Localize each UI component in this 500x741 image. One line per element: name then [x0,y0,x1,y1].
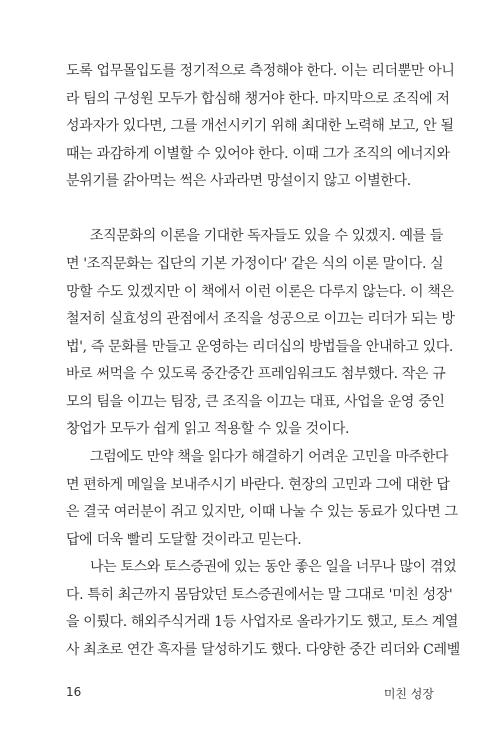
text-line: 망할 수도 있겠지만 이 책에서 이런 이론은 다루지 않는다. 이 책은 [66,284,454,300]
text-line: 철저히 실효성의 관점에서 조직을 성공으로 이끄는 리더가 되는 방 [66,311,455,327]
text-line: 도록 업무몰입도를 정기적으로 측정해야 한다. 이는 리더뿐만 아니 [66,63,455,79]
text-line: 나는 토스와 토스증권에 있는 동안 좋은 일을 너무나 많이 겪었 [90,559,457,575]
text-line: 창업가 모두가 쉽게 읽고 적용할 수 있을 것이다. [66,421,350,437]
text-line: 을 이뤘다. 해외주식거래 1등 사업자로 올라가기도 했고, 토스 계열 [66,614,459,630]
text-line: 바로 써먹을 수 있도록 중간중간 프레임워크도 첨부했다. 작은 규 [66,366,446,382]
text-line: 그럼에도 만약 책을 읽다가 해결하기 어려운 고민을 마주한다 [90,449,449,465]
page-number: 16 [66,685,82,699]
text-line: 법', 즉 문화를 만들고 운영하는 리더십의 방법들을 안내하고 있다. [66,339,454,355]
running-title: 미친 성장 [383,687,434,701]
text-line: 면 편하게 메일을 보내주시기 바란다. 현장의 고민과 그에 대한 답 [66,477,450,493]
text-line: 조직문화의 이론을 기대한 독자들도 있을 수 있겠지. 예를 들 [90,228,444,244]
text-line: 다. 특히 최근까지 몸담았던 토스증권에서는 말 그대로 '미친 성장' [66,587,453,603]
text-line: 라 팀의 구성원 모두가 합심해 챙거야 한다. 마지막으로 조직에 저 [66,91,450,107]
text-line: 답에 더욱 빨리 도달할 것이라고 믿는다. [66,532,302,548]
text-line: 모의 팀을 이끄는 팀장, 큰 조직을 이끄는 대표, 사업을 운영 중인 [66,394,445,410]
text-line: 때는 과감하게 이별할 수 있어야 한다. 이때 그가 조직의 에너지와 [66,146,450,162]
text-line: 은 결국 여러분이 쥐고 있지만, 이때 나눌 수 있는 동료가 있다면 그 [66,504,458,520]
text-line: 성과자가 있다면, 그를 개선시키기 위해 최대한 노력해 보고, 안 될 [66,118,454,134]
text-line: 분위기를 갉아먹는 썩은 사과라면 망설이지 않고 이별한다. [66,173,411,189]
text-line: 면 '조직문화는 집단의 기본 가정이다' 같은 식의 이론 말이다. 실 [66,256,444,272]
text-line: 사 최초로 연간 흑자를 달성하기도 했다. 다양한 중간 리더와 C레벨 [66,642,460,658]
